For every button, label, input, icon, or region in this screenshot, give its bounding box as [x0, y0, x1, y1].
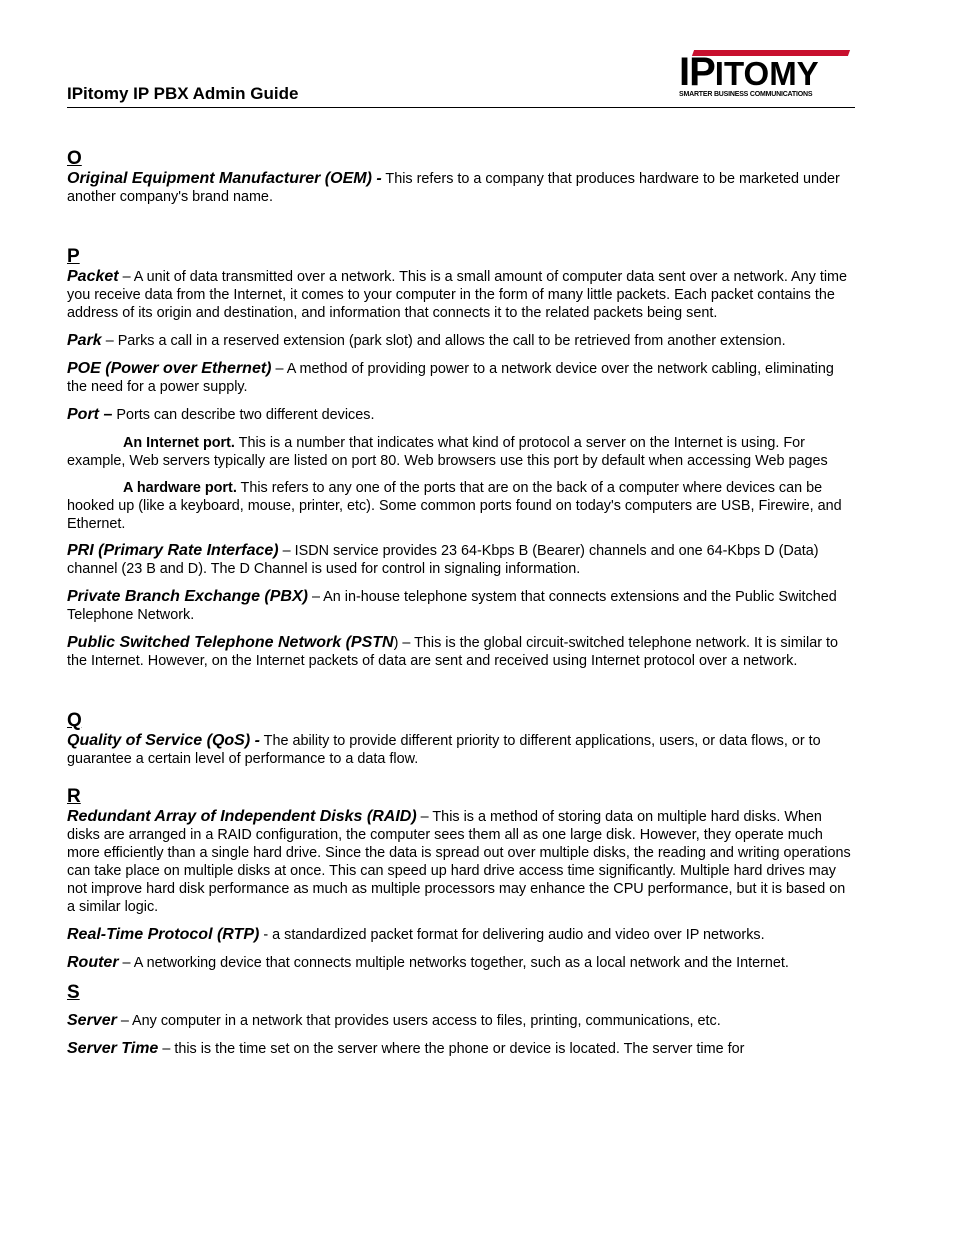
definition: – This is a method of storing data on multiple hard disks. When disks are arranged in a RAID configuration, the computer sees them all as one large disk. However, they operate much more efficiently than a single hard drive. Since the data is spread out over multiple disks, the reading and writing operations can take place on multiple disks at once. This can speed up hard drive access time significantly. Multiple hard drives may not improve hard disk performance as much as multiple processors may enhance the CPU performance, but it is based on a similar logic. — [67, 809, 851, 915]
term: Private Branch Exchange (PBX) — [67, 588, 308, 605]
section-letter-s: S — [67, 982, 80, 1003]
glossary-entry-pbx — [67, 588, 855, 624]
glossary-entry-pri — [67, 542, 855, 578]
term: Park — [67, 332, 102, 349]
glossary-entry-pstn — [67, 634, 855, 670]
section-letter-o: O — [67, 148, 82, 169]
glossary-entry-qos — [67, 732, 855, 768]
page-header — [67, 40, 855, 108]
definition: ) – This is the global circuit-switched telephone network. It is similar to the Internet. However, on the Internet packets of data are sent and received using Internet protocol over a network. — [67, 635, 838, 669]
glossary-entry-port — [67, 406, 855, 424]
definition: – A networking device that connects multiple networks together, such as a local network and the Internet. — [118, 955, 789, 971]
term: POE (Power over Ethernet) — [67, 360, 272, 377]
section-letter-q: Q — [67, 710, 82, 731]
term: Quality of Service (QoS) - — [67, 732, 260, 749]
definition: This refers to a company that produces hardware to be marketed under another company's brand name. — [67, 171, 840, 205]
port-subentry-hardware — [67, 479, 855, 533]
glossary-entry-server-time — [67, 1040, 855, 1058]
definition: – ISDN service provides 23 64-Kbps B (Bearer) channels and one 64-Kbps D (Data) channel (23 B and D). The D Channel is used for control in signaling information. — [67, 543, 819, 577]
term: Public Switched Telephone Network (PSTN — [67, 634, 394, 651]
term: Server Time — [67, 1040, 159, 1057]
definition: Ports can describe two different devices. — [112, 407, 375, 423]
definition: – A method of providing power to a network device over the network cabling, eliminating the need for a power supply. — [67, 361, 834, 395]
term: Redundant Array of Independent Disks (RAID) — [67, 808, 417, 825]
glossary-entry-router — [67, 954, 855, 972]
subentry-label: An Internet port. — [123, 435, 235, 451]
port-subentry-internet — [67, 434, 855, 470]
definition: The ability to provide different priority to different applications, users, or data flows, or to guarantee a certain level of performance to a data flow. — [67, 733, 821, 767]
term: Port – — [67, 406, 113, 423]
subentry-text: This refers to any one of the ports that are on the back of a computer where devices can be hooked up (like a keyboard, mouse, printer, etc). Some common ports found on today's computers are USB, Firewire, and Ethernet. — [67, 480, 842, 532]
term: Real-Time Protocol (RTP) — [67, 926, 260, 943]
glossary-entry-raid — [67, 808, 855, 916]
term: Original Equipment Manufacturer (OEM) - — [67, 170, 382, 187]
glossary-entry-rtp — [67, 926, 855, 944]
glossary-entry-packet — [67, 268, 855, 322]
term: Packet — [67, 268, 119, 285]
definition: – Any computer in a network that provides users access to files, printing, communications, etc. — [116, 1013, 721, 1029]
term: Server — [67, 1012, 117, 1029]
term: PRI (Primary Rate Interface) — [67, 542, 279, 559]
definition: – A unit of data transmitted over a network. This is a small amount of computer data sent over a network. Any time you receive data from the Internet, it comes to your computer in the form of many little packets. Each packet contains the address of its origin and destination, and information that connects it to the related packets being sent. — [67, 269, 848, 321]
definition: – this is the time set on the server where the phone or device is located. The server time for — [158, 1041, 745, 1057]
logo-tagline: SMARTER BUSINESS COMMUNICATIONS — [679, 91, 813, 98]
subentry-text: This is a number that indicates what kind of protocol a server on the Internet is using. For example, Web servers typically are listed on port 80. Web browsers use this port by default when accessing Web pages — [67, 435, 828, 469]
glossary-entry-oem — [67, 170, 855, 206]
logo-wordmark: IPITOMY — [679, 50, 819, 94]
glossary-content — [67, 148, 855, 1068]
glossary-entry-park — [67, 332, 855, 350]
definition: – Parks a call in a reserved extension (park slot) and allows the call to be retrieved from another extension. — [101, 333, 786, 349]
definition: – An in-house telephone system that connects extensions and the Public Switched Telephone Network. — [67, 589, 837, 623]
section-letter-p: P — [67, 246, 80, 267]
definition: - a standardized packet format for delivering audio and video over IP networks. — [259, 927, 765, 943]
section-letter-r: R — [67, 786, 81, 807]
subentry-label: A hardware port. — [123, 480, 237, 496]
term: Router — [67, 954, 119, 971]
document-title: IPitomy IP PBX Admin Guide — [67, 84, 299, 103]
ipitomy-logo — [679, 52, 851, 98]
glossary-entry-poe — [67, 360, 855, 396]
glossary-entry-server — [67, 1012, 855, 1030]
